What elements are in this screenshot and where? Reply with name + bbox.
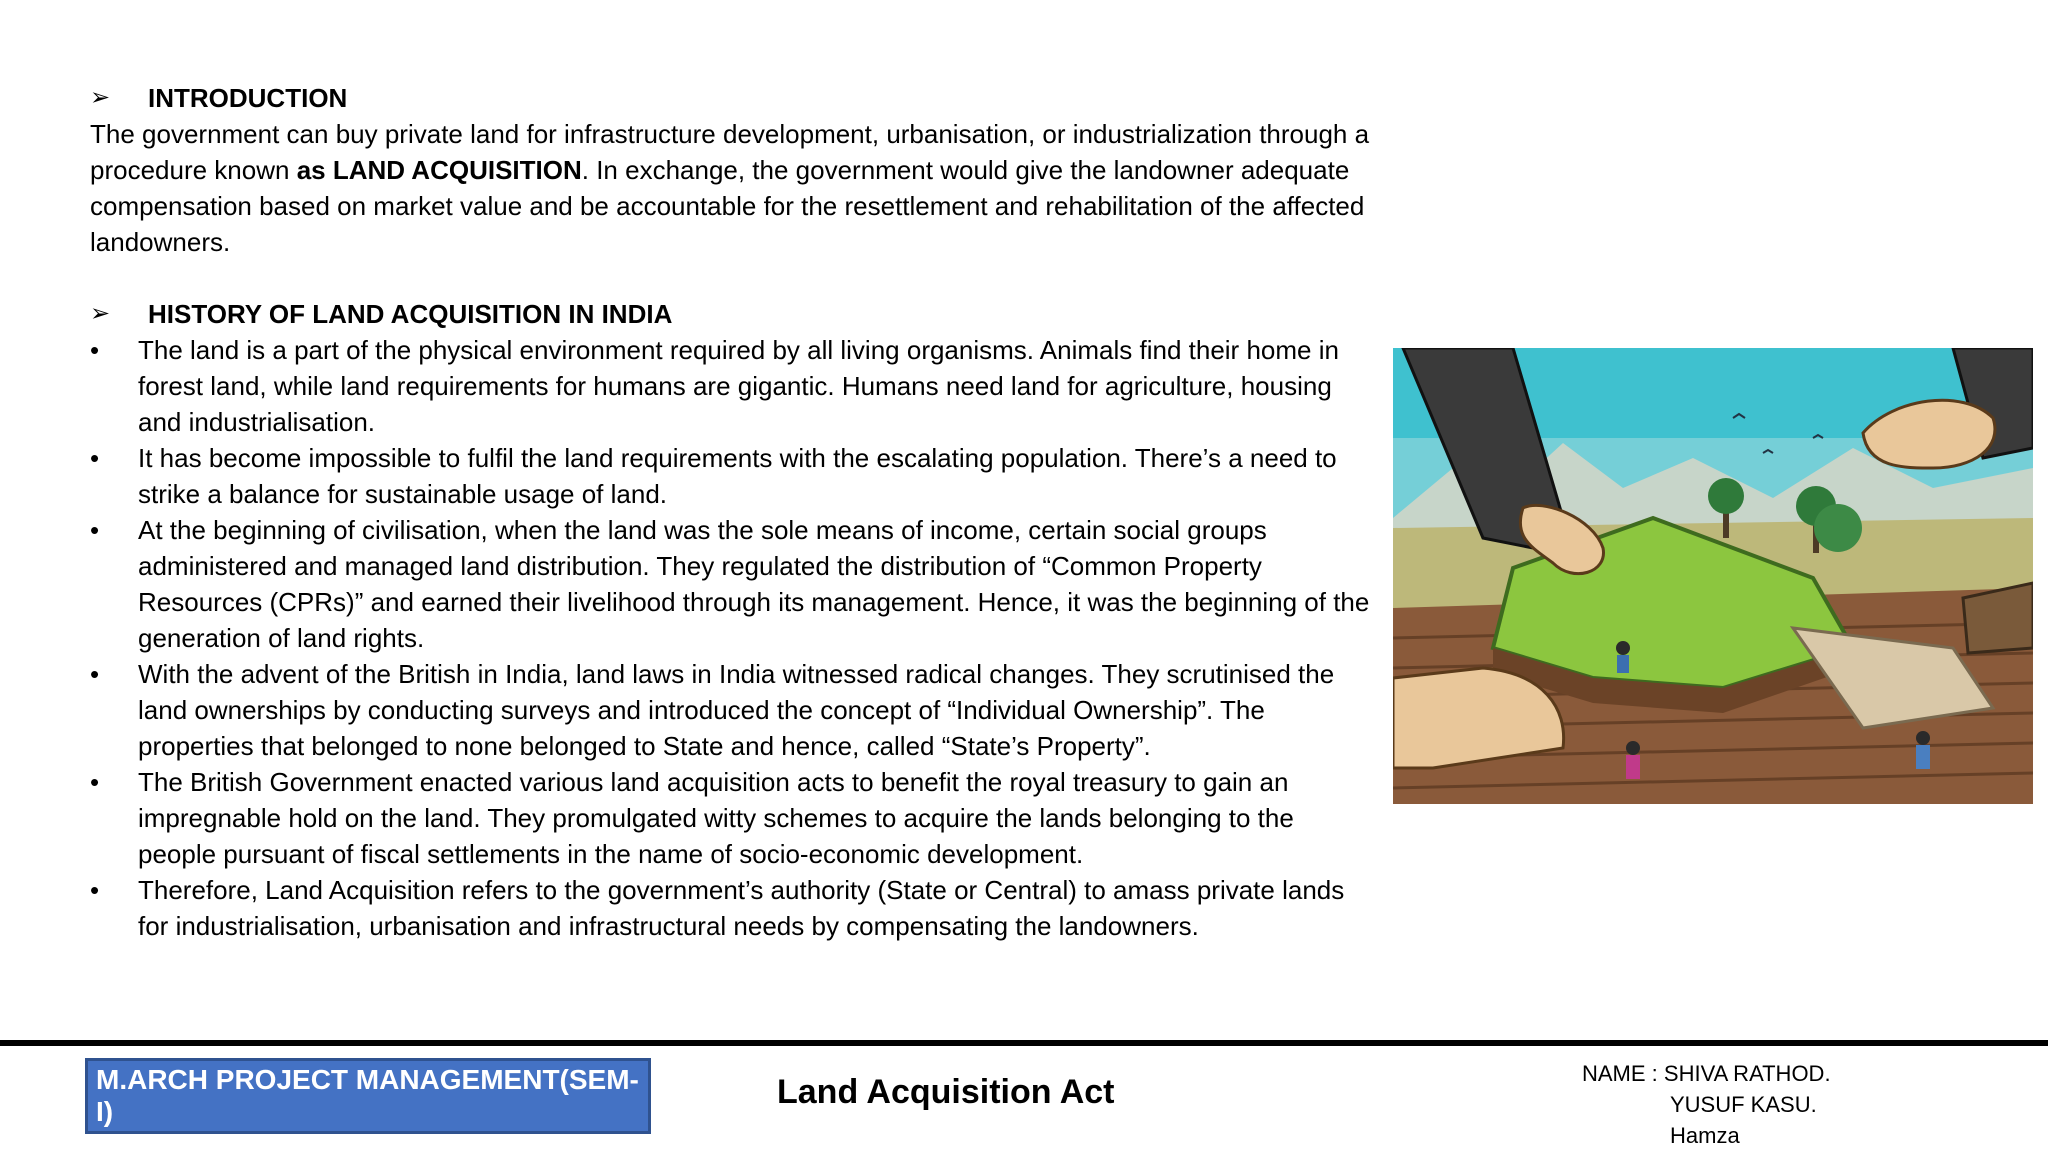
list-item: • With the advent of the British in India, land laws in India witnessed radical changes. They scrutinised the land ownerships by conducting surveys and introduced the concept of “Individual Ownership”. The properties that belonged to none belonged to State and hence, called “State’s Property”.	[90, 656, 1370, 764]
bullet-icon: •	[90, 335, 100, 365]
bullet-icon: •	[90, 515, 100, 545]
author-name-3: Hamza	[1670, 1123, 1740, 1148]
footer-divider	[0, 1040, 2048, 1046]
bullet-icon: •	[90, 875, 100, 905]
list-item: • It has become impossible to fulfil the land requirements with the escalating population. There’s a need to strike a balance for sustainable usage of land.	[90, 440, 1370, 512]
list-item: • Therefore, Land Acquisition refers to the government’s authority (State or Central) to amass private lands for industrialisation, urbanisation and infrastructural needs by compensating the landowners.	[90, 872, 1370, 944]
history-heading	[90, 296, 1370, 332]
intro-heading	[90, 80, 1370, 116]
list-item: • At the beginning of civilisation, when the land was the sole means of income, certain social groups administered and managed land distribution. They regulated the distribution of “Common Property Resources (CPRs)” and earned their livelihood through its management. Hence, it was the beginning of the generation of land rights.	[90, 512, 1370, 656]
arrow-bullet-icon: ➢	[90, 84, 111, 111]
author-names	[1582, 1058, 1831, 1151]
slide-content	[90, 80, 1370, 944]
history-heading-text: HISTORY OF LAND ACQUISITION IN INDIA	[148, 299, 673, 329]
intro-bold-term: as LAND ACQUISITION	[296, 155, 582, 185]
course-label: M.ARCH PROJECT MANAGEMENT(SEM-I)	[96, 1064, 639, 1127]
bullet-icon: •	[90, 443, 100, 473]
slide-title: Land Acquisition Act	[777, 1073, 1115, 1111]
course-label-box	[85, 1058, 651, 1134]
list-item: • The land is a part of the physical environment required by all living organisms. Animals find their home in forest land, while land requirements for humans are gigantic. Humans need land for agriculture, housing and industrialisation.	[90, 332, 1370, 440]
author-name-1: NAME : SHIVA RATHOD.	[1582, 1061, 1831, 1086]
intro-heading-text: INTRODUCTION	[148, 83, 348, 113]
bullet-icon: •	[90, 659, 100, 689]
bullet-icon: •	[90, 767, 100, 797]
arrow-bullet-icon: ➢	[90, 300, 111, 327]
author-name-2: YUSUF KASU.	[1670, 1092, 1817, 1117]
intro-paragraph: The government can buy private land for infrastructure development, urbanisation, or industrialization through a procedure known as LAND ACQUISITION. In exchange, the government would give the landowner adequate compensation based on market value and be accountable for the resettlement and rehabilitation of the affected landowners.	[90, 119, 1370, 257]
history-list	[90, 332, 1370, 944]
land-acquisition-illustration	[1393, 348, 2033, 804]
list-item: • The British Government enacted various land acquisition acts to benefit the royal treasury to gain an impregnable hold on the land. They promulgated witty schemes to acquire the lands belonging to the people pursuant of fiscal settlements in the name of socio-economic development.	[90, 764, 1370, 872]
